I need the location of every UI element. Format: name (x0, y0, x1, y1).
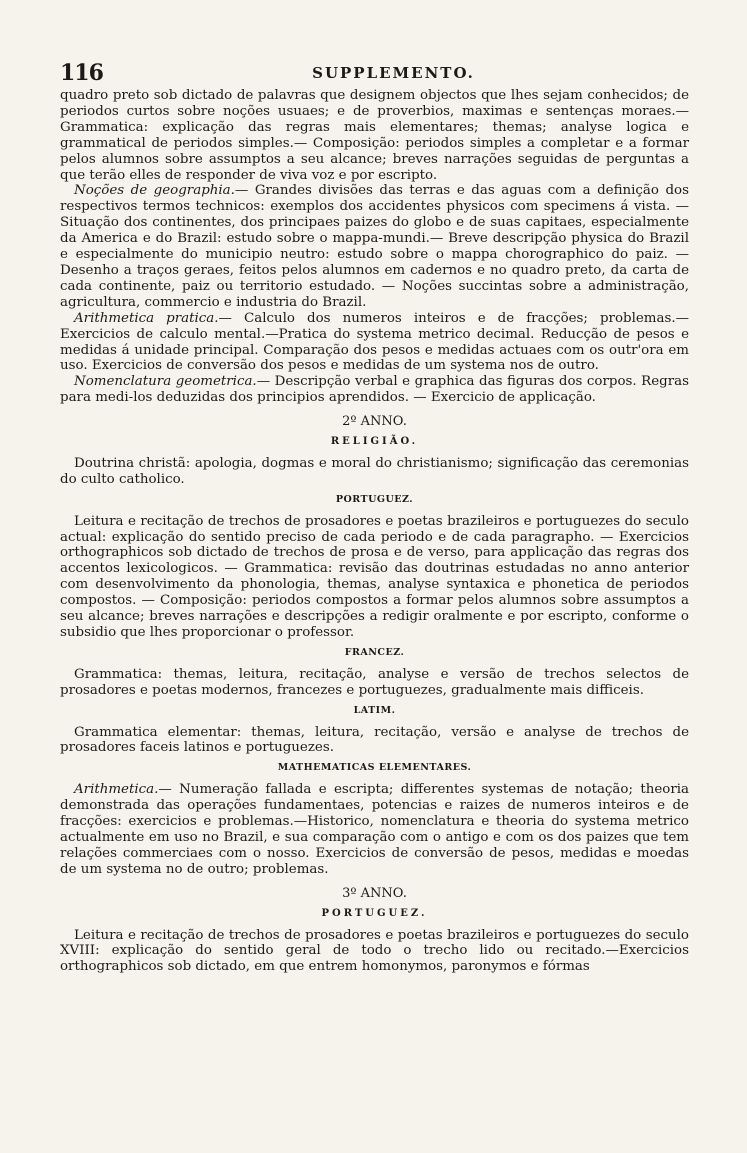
geography-paragraph (60, 183, 689, 310)
latin-heading: LATIM. (353, 704, 396, 716)
portuguese-paragraph-3: Leitura e recitação de trechos de prosadores e poetas brazileiros e portuguezes do seculo XVIII: explicação do sentido geral de todo o trecho lido ou recitado.—Exercicios orthographicos sob dictado, em que entrem homonymos, paronymos e fórmas (60, 927, 689, 975)
portuguese-heading: PORTUGUEZ. (335, 493, 414, 505)
continued-paragraph: quadro preto sob dictado de palavras que designem objectos que lhes sejam conhecidos; de periodos curtos sobre noções usuaes; e de proverbios, maximas e sentenças moraes.— Grammatica: explicação das regras mais elementares; themas; analyse logica e grammatical de periodos simples.— Composição: periodos simples a completar e a formar pelos alumnos sobre assumptos a seu alcance; breves narrações seguidas de perguntas a que terão elles de responder de viva voz e por escripto. (60, 88, 689, 183)
geography-text: — Grandes divisões das terras e das aguas com a definição dos respectivos termos technicos: exemplos dos accidentes physicos com specimens á vista. — Situação dos continentes, dos principaes paizes do globo e de suas capitaes, especialmente da America e do Brazil: estudo sobre o mappa-mundi.— Breve descripção physica do Brazil e especialmente do municipio neutro: estudo sobre o mappa chorographico do paiz. — Desenho a traços geraes, feitos pelos alumnos em cadernos e no quadro preto, da carta de cada continente, paiz ou territorio estudado. — Noções succintas sobre a administração, agricultura, commercio e industria do Brazil. (60, 183, 689, 310)
religion-heading: RELIGIÃO. (330, 436, 419, 448)
french-heading: FRANCEZ. (344, 646, 405, 658)
portuguese-heading-3: PORTUGUEZ. (321, 907, 428, 919)
mathematics-heading: MATHEMATICAS ELEMENTARES. (277, 762, 472, 774)
geometry-text: — Descripção verbal e graphica das figuras dos corpos. Regras para medi-los deduzidas dos principios aprendidos. — Exercicio de applicação. (60, 374, 689, 406)
page-number: 116 (60, 60, 103, 86)
arithmetic-text: — Calculo dos numeros inteiros e de fracções; problemas.— Exercicios de calculo mental.—Pratica do systema metrico decimal. Reducção de pesos e medidas á unidade principal. Comparação dos pesos e medidas actuaes com os outr'ora em uso. Exercicios de conversão dos pesos e medidas de um systema nos de outro. (60, 310, 690, 374)
year-2-title: 2º ANNO. (342, 414, 407, 430)
mathematics-text: — Numeração fallada e escripta; differentes systemas de notação; theoria demonstrada das operações fundamentaes, potencias e raizes de numeros inteiros e de fracções: exercicios e problemas.—Historico, nomenclatura e theoria do systema metrico actualmente em uso no Brazil, e sua comparação com o antigo e com os dos paizes que tem relações commerciaes com o nosso. Exercicios de conversão de pesos, medidas e moedas de um systema no de outro; problemas. (60, 782, 689, 877)
running-head: SUPPLEMENTO. (312, 64, 475, 82)
page-body (60, 88, 689, 975)
geography-label: Noções de geographia. (74, 183, 235, 199)
arithmetic-paragraph (60, 311, 689, 375)
mathematics-label: Arithmetica. (74, 782, 159, 798)
page-header (60, 60, 687, 86)
portuguese-paragraph: Leitura e recitação de trechos de prosadores e poetas brazileiros e portuguezes do seculo actual: explicação do sentido preciso de cada periodo e de cada paragrapho. — Exercicios orthographicos sob dictado de trechos de prosa e de verso, para applicação das regras dos accentos lexicologicos. — Grammatica: revisão das doutrinas estudadas no anno anterior com desenvolvimento da phonologia, themas, analyse syntaxica e phonetica de periodos compostos. — Composição: periodos compostos a formar pelos alumnos sobre assumptos a seu alcance; breves narrações e descripções a redigir oralmente e por escripto, conforme o subsidio que lhes proporcionar o professor. (60, 513, 689, 640)
geometry-paragraph (60, 374, 689, 406)
religion-paragraph: Doutrina christã: apologia, dogmas e moral do christianismo; significação das ceremonias do culto catholico. (60, 455, 689, 487)
latin-paragraph: Grammatica elementar: themas, leitura, recitação, versão e analyse de trechos de prosadores faceis latinos e portuguezes. (60, 724, 689, 756)
french-paragraph: Grammatica: themas, leitura, recitação, analyse e versão de trechos selectos de prosadores e poetas modernos, francezes e portuguezes, gradualmente mais difficeis. (60, 666, 689, 698)
mathematics-paragraph (60, 782, 689, 877)
arithmetic-label: Arithmetica pratica. (74, 310, 219, 326)
geometry-label: Nomenclatura geometrica. (74, 374, 257, 390)
year-3-title: 3º ANNO. (342, 885, 407, 901)
